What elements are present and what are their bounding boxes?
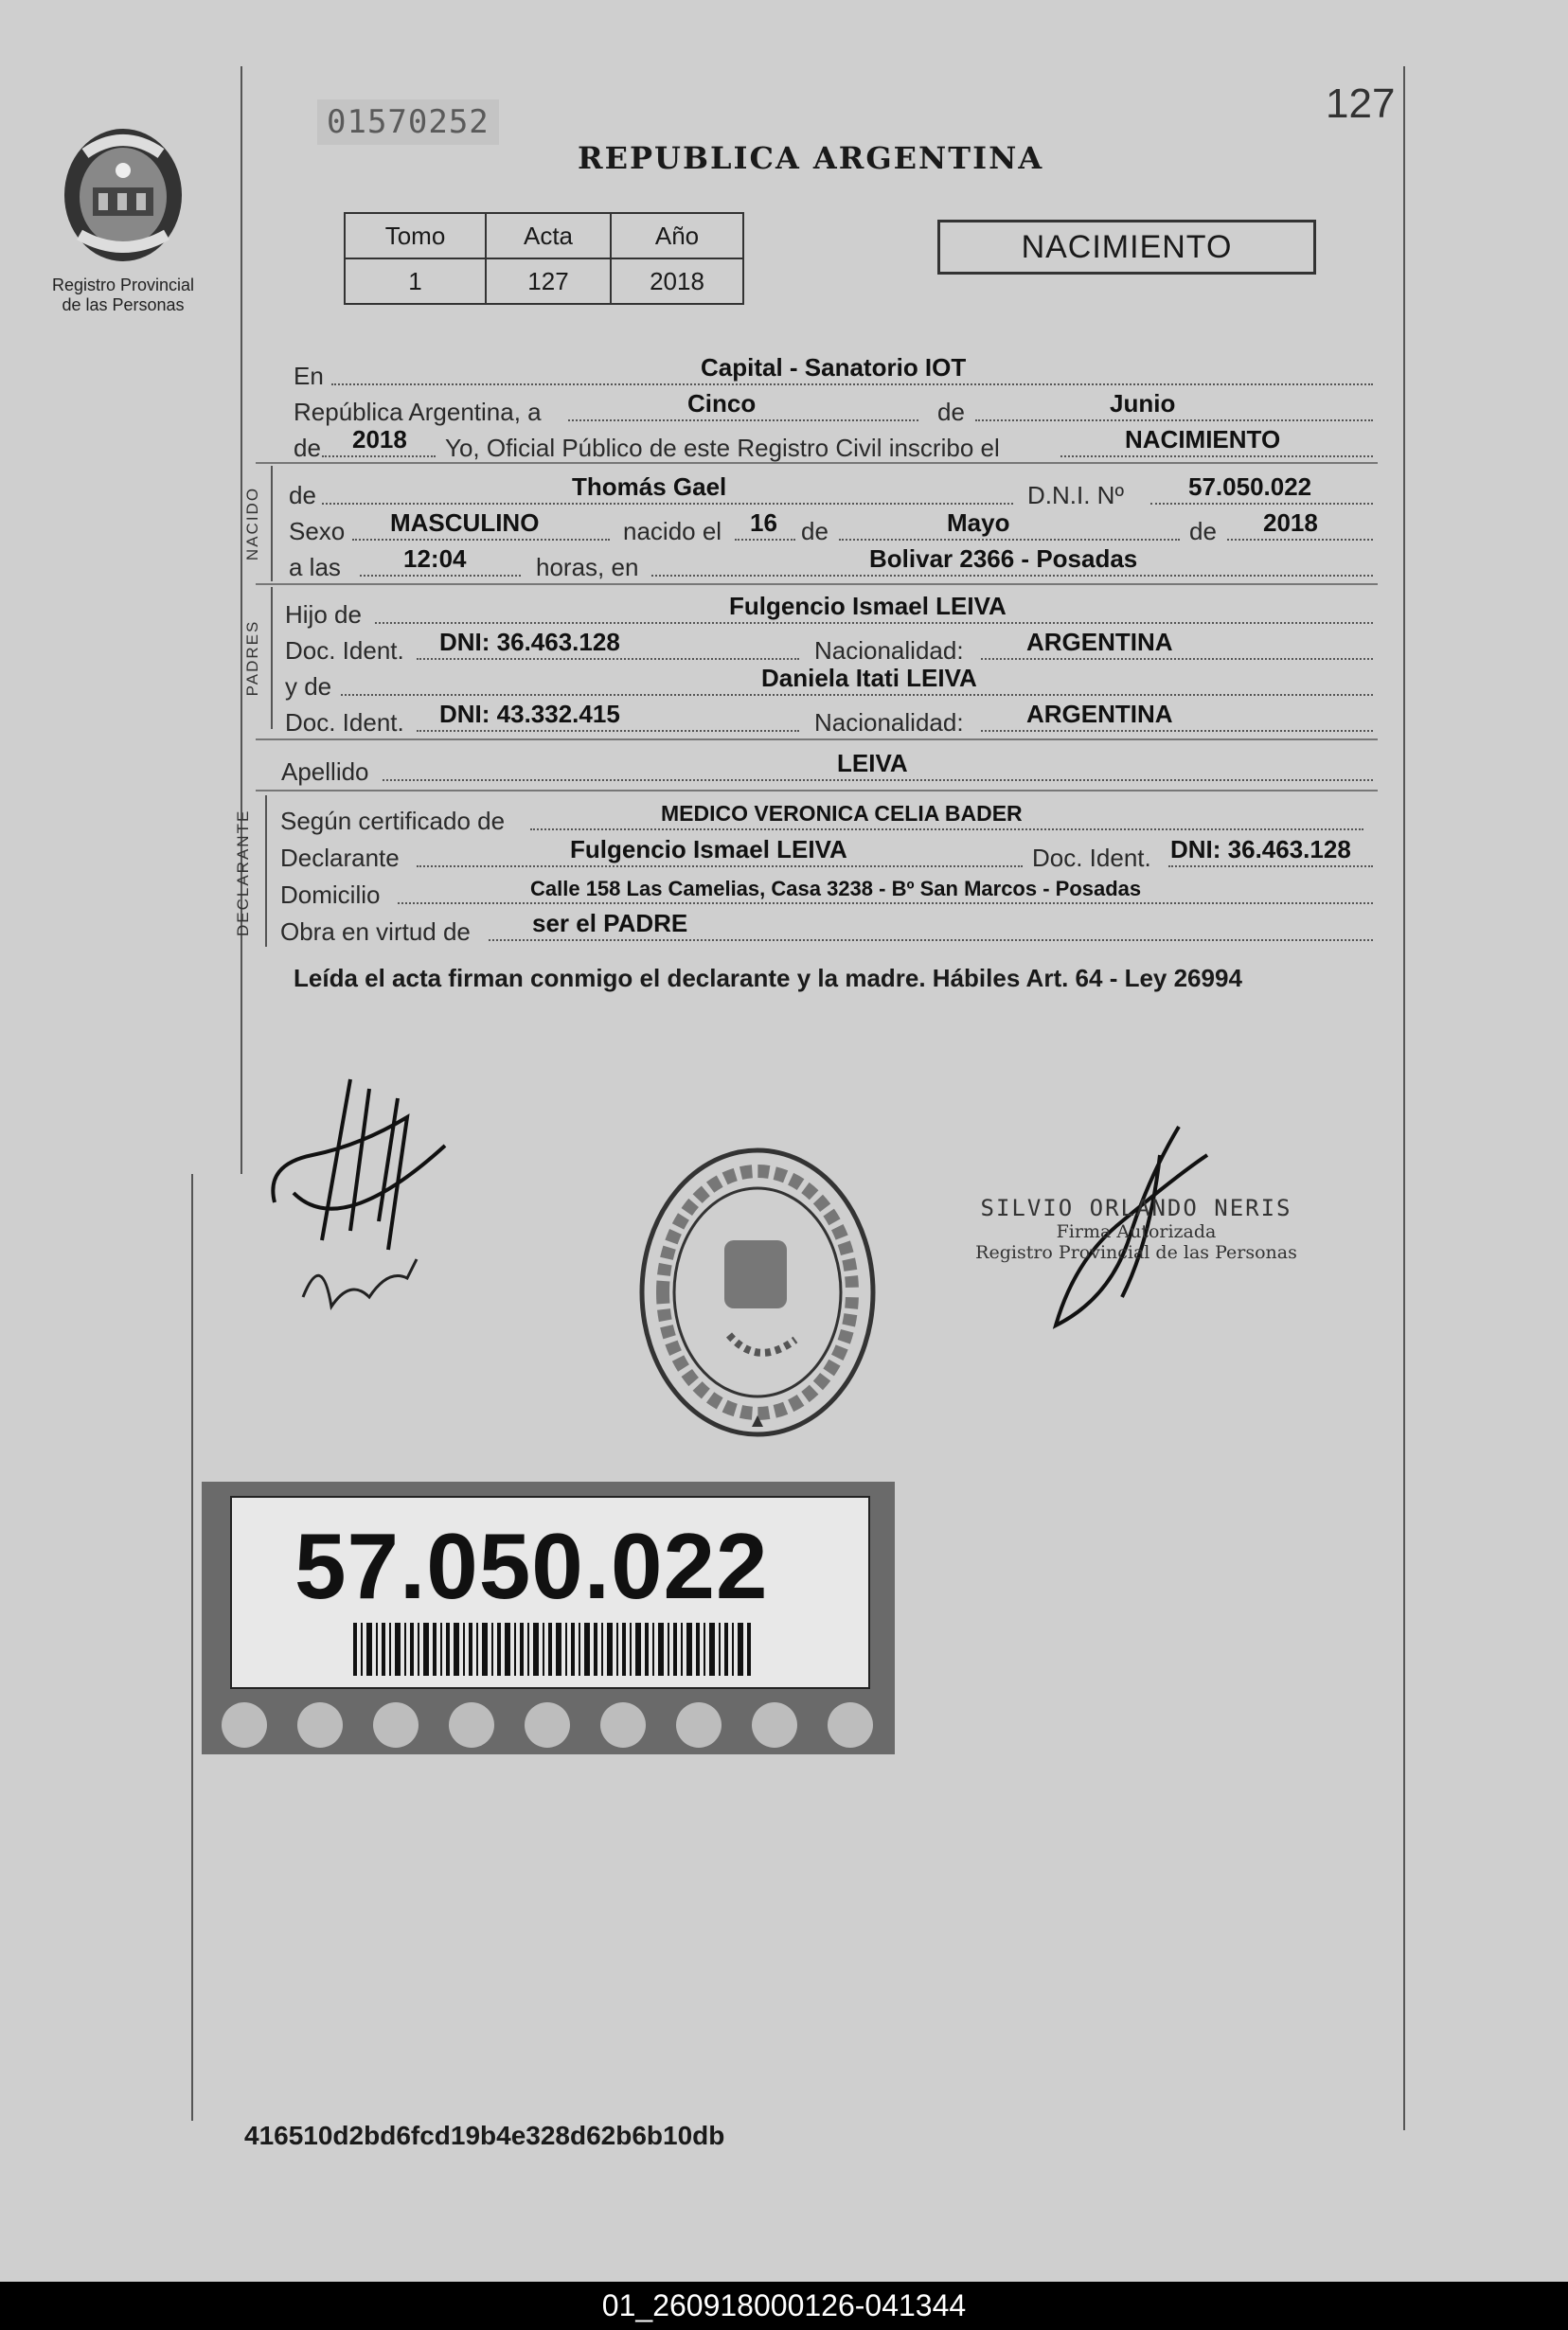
nacido-label: nacido el bbox=[623, 517, 722, 545]
dotted-line bbox=[1168, 865, 1373, 867]
dotted-line bbox=[417, 658, 799, 660]
father-doc-value: DNI: 36.463.128 bbox=[439, 628, 620, 656]
dotted-line bbox=[1150, 503, 1373, 505]
de-label: de bbox=[937, 398, 965, 426]
declarante-doc-value: DNI: 36.463.128 bbox=[1170, 835, 1351, 863]
barcode-icon bbox=[353, 1623, 751, 1676]
domicilio-value: Calle 158 Las Camelias, Casa 3238 - Bº San Marcos - Posadas bbox=[530, 877, 1142, 900]
dni-label: D.N.I. Nº bbox=[1027, 481, 1124, 509]
inscribed-value: NACIMIENTO bbox=[1125, 425, 1281, 454]
table-header: Tomo bbox=[345, 213, 486, 258]
dotted-line bbox=[1060, 455, 1373, 457]
dotted-line bbox=[651, 575, 1373, 577]
hijo-label: Hijo de bbox=[285, 600, 362, 629]
section-label-nacido: NACIDO bbox=[243, 486, 261, 561]
birth-month-value: Mayo bbox=[947, 508, 1010, 537]
section-bar bbox=[265, 795, 267, 947]
dotted-line bbox=[375, 622, 1373, 624]
nacionalidad-label: Nacionalidad: bbox=[814, 708, 964, 737]
doc-label: Doc. Ident. bbox=[1032, 844, 1151, 872]
dotted-line bbox=[417, 865, 1023, 867]
dotted-line bbox=[489, 939, 1373, 941]
certificado-value: MEDICO VERONICA CELIA BADER bbox=[661, 801, 1023, 826]
official-name: SILVIO ORLANDO NERIS bbox=[980, 1195, 1292, 1221]
father-name-value: Fulgencio Ismael LEIVA bbox=[729, 592, 1007, 620]
sexo-label: Sexo bbox=[289, 517, 346, 545]
official-role: Firma Autorizada bbox=[1056, 1221, 1217, 1242]
mother-name-value: Daniela Itati LEIVA bbox=[761, 664, 977, 692]
yde-label: y de bbox=[285, 672, 332, 701]
sexo-value: MASCULINO bbox=[390, 508, 540, 537]
de-label: de bbox=[801, 517, 829, 545]
day-value: Cinco bbox=[687, 389, 757, 418]
misiones-coat-of-arms-icon bbox=[57, 121, 189, 263]
page-title: REPUBLICA ARGENTINA bbox=[578, 140, 1044, 176]
section-divider bbox=[256, 790, 1378, 791]
mother-nationality-value: ARGENTINA bbox=[1026, 700, 1173, 728]
dotted-line bbox=[417, 730, 799, 732]
republica-label: República Argentina, a bbox=[294, 398, 542, 426]
table-cell: 2018 bbox=[611, 258, 743, 304]
section-divider bbox=[256, 462, 1378, 464]
mother-doc-value: DNI: 43.332.415 bbox=[439, 700, 620, 728]
year-value: 2018 bbox=[352, 425, 407, 454]
dotted-line bbox=[331, 383, 1373, 385]
child-name-value: Thomás Gael bbox=[572, 472, 727, 501]
de-label: de bbox=[1189, 517, 1217, 545]
dotted-line bbox=[322, 503, 1013, 505]
footer-code: 01_260918000126-041344 bbox=[0, 2282, 1568, 2330]
dotted-line bbox=[735, 539, 795, 541]
section-bar bbox=[271, 466, 273, 581]
right-margin-line bbox=[1403, 66, 1405, 2130]
nacionalidad-label: Nacionalidad: bbox=[814, 636, 964, 665]
left-margin-line-lower bbox=[191, 1174, 193, 2121]
dotted-line bbox=[975, 419, 1373, 421]
official-office: Registro Provincial de las Personas bbox=[975, 1242, 1297, 1263]
table-cell: 1 bbox=[345, 258, 486, 304]
de-label: de bbox=[294, 434, 321, 462]
dni-sticker-label bbox=[230, 1496, 870, 1689]
dni-number: 57.050.022 bbox=[294, 1514, 769, 1618]
place-value: Capital - Sanatorio IOT bbox=[701, 353, 967, 382]
en-label: En bbox=[294, 362, 324, 390]
registry-stamp bbox=[625, 1131, 890, 1453]
horas-label: horas, en bbox=[536, 553, 639, 581]
declarante-value: Fulgencio Ismael LEIVA bbox=[570, 835, 847, 863]
father-nationality-value: ARGENTINA bbox=[1026, 628, 1173, 656]
act-type-box: NACIMIENTO bbox=[937, 220, 1316, 275]
dotted-line bbox=[383, 779, 1373, 781]
de-label: de bbox=[289, 481, 316, 509]
dotted-line bbox=[341, 694, 1373, 696]
child-dni-value: 57.050.022 bbox=[1188, 472, 1312, 501]
left-margin-line bbox=[241, 66, 242, 1174]
table-cell: 127 bbox=[486, 258, 611, 304]
dotted-line bbox=[398, 902, 1373, 904]
security-pattern-icon bbox=[202, 1698, 895, 1752]
dotted-line bbox=[568, 419, 918, 421]
section-label-padres: PADRES bbox=[243, 619, 261, 697]
birth-year-value: 2018 bbox=[1263, 508, 1318, 537]
section-divider bbox=[256, 583, 1378, 585]
seal-caption-line2: de las Personas bbox=[62, 295, 185, 314]
registry-table bbox=[344, 212, 744, 305]
dni-sticker bbox=[202, 1482, 895, 1754]
domicilio-label: Domicilio bbox=[280, 880, 381, 909]
dotted-line bbox=[360, 575, 521, 577]
dotted-line bbox=[1227, 539, 1373, 541]
alas-label: a las bbox=[289, 553, 341, 581]
declarante-label: Declarante bbox=[280, 844, 400, 872]
dotted-line bbox=[530, 828, 1363, 830]
certificado-label: Según certificado de bbox=[280, 807, 506, 835]
birth-place-value: Bolivar 2366 - Posadas bbox=[869, 544, 1138, 573]
seal-caption-line1: Registro Provincial bbox=[51, 276, 195, 294]
dotted-line bbox=[322, 455, 436, 457]
document-serial: 01570252 bbox=[317, 99, 499, 145]
table-header: Año bbox=[611, 213, 743, 258]
document-hash: 416510d2bd6fcd19b4e328d62b6b10db bbox=[244, 2121, 725, 2150]
apellido-label: Apellido bbox=[281, 757, 369, 786]
page-number: 127 bbox=[1326, 80, 1396, 127]
section-divider bbox=[256, 738, 1378, 740]
doc-label: Doc. Ident. bbox=[285, 708, 404, 737]
section-bar bbox=[271, 587, 273, 729]
closing-note: Leída el acta firman conmigo el declarante y la madre. Hábiles Art. 64 - Ley 26994 bbox=[294, 964, 1242, 992]
apellido-value: LEIVA bbox=[837, 749, 908, 777]
table-header: Acta bbox=[486, 213, 611, 258]
birth-time-value: 12:04 bbox=[403, 544, 467, 573]
month-value: Junio bbox=[1110, 389, 1176, 418]
obra-label: Obra en virtud de bbox=[280, 917, 471, 946]
declarant-signature bbox=[256, 1060, 473, 1335]
section-label-declarante: DECLARANTE bbox=[234, 809, 252, 936]
dotted-line bbox=[352, 539, 610, 541]
provincial-seal bbox=[43, 121, 204, 315]
dotted-line bbox=[981, 730, 1373, 732]
inscribo-label: Yo, Oficial Público de este Registro Civil inscribo el bbox=[445, 434, 1000, 462]
doc-label: Doc. Ident. bbox=[285, 636, 404, 665]
official-block bbox=[975, 1195, 1297, 1263]
dotted-line bbox=[981, 658, 1373, 660]
obra-value: ser el PADRE bbox=[532, 909, 688, 937]
dotted-line bbox=[839, 539, 1180, 541]
birth-day-value: 16 bbox=[750, 508, 777, 537]
